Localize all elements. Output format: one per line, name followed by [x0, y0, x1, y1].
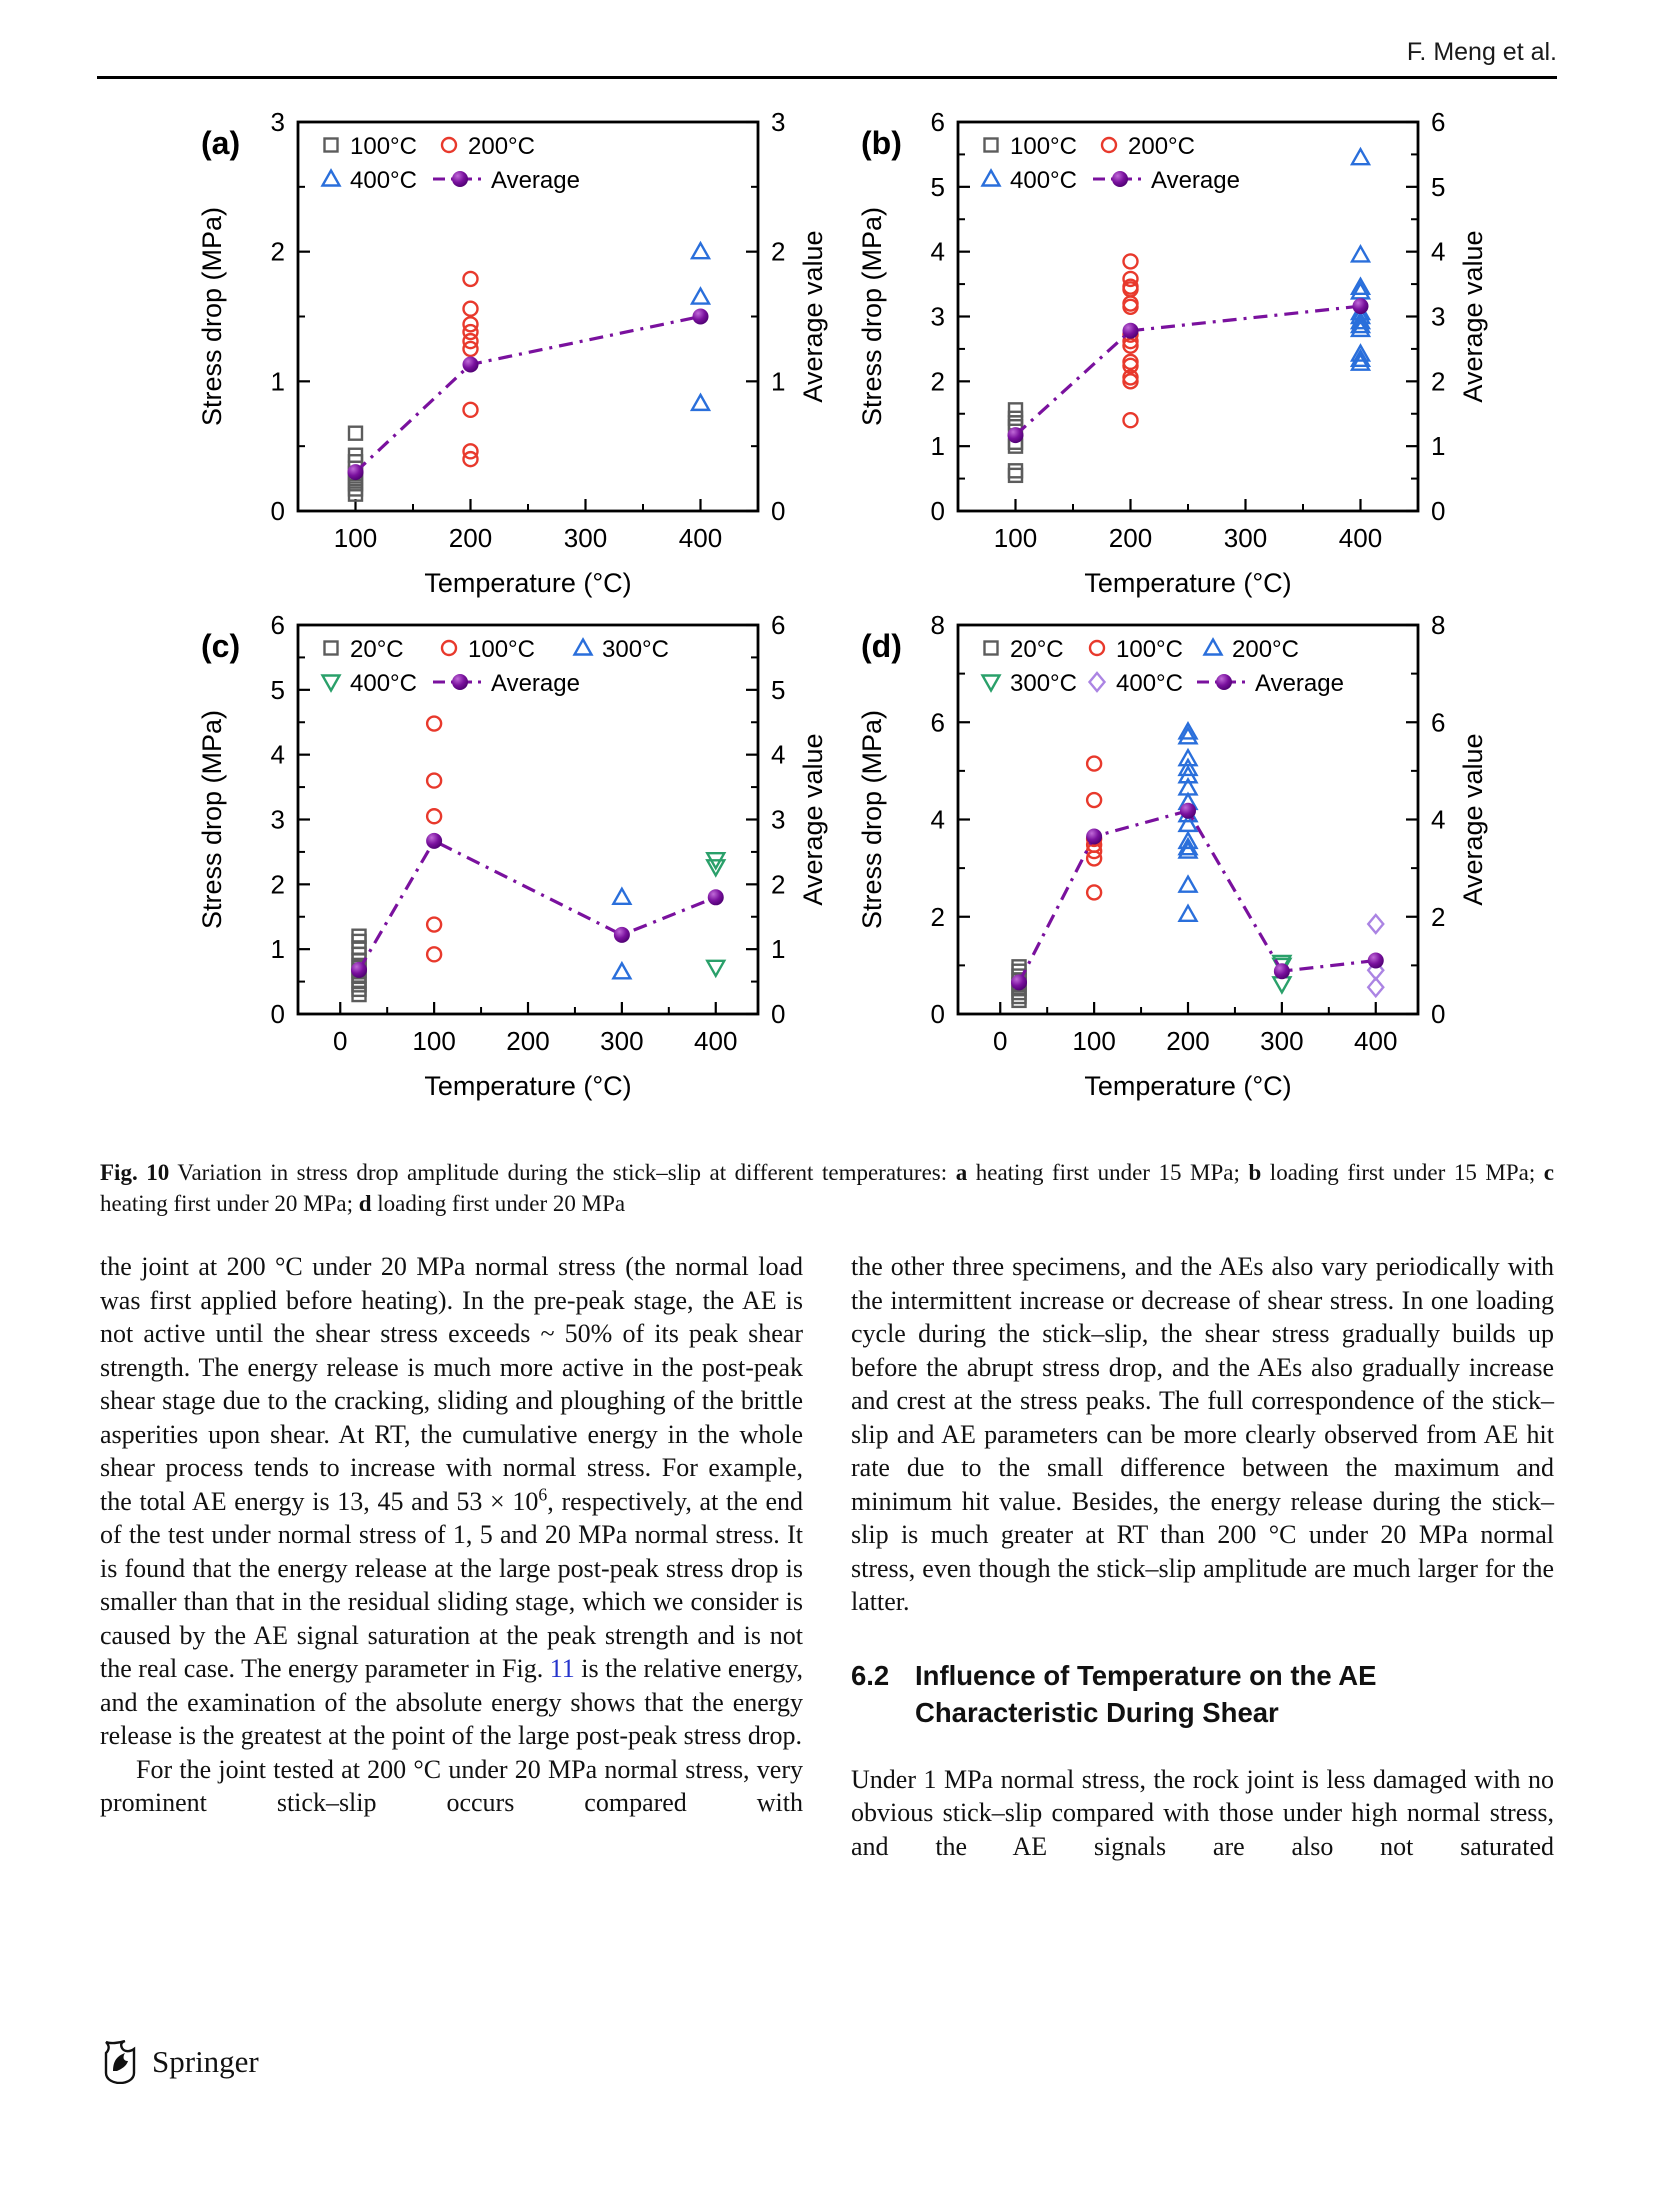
svg-text:4: 4	[771, 739, 786, 770]
section-heading	[851, 1657, 1554, 1731]
series-400°C	[1352, 149, 1369, 370]
svg-text:300°C: 300°C	[1010, 670, 1077, 697]
svg-text:200: 200	[1108, 523, 1153, 553]
text-segment: loading first under 20 MPa	[371, 1191, 626, 1216]
svg-text:200°C: 200°C	[1128, 133, 1195, 160]
series-average	[1008, 298, 1369, 443]
svg-text:100: 100	[993, 523, 1038, 553]
svg-text:400: 400	[1354, 1026, 1398, 1056]
svg-text:4: 4	[930, 236, 945, 267]
text-segment: Under 1 MPa normal stress, the rock joint is less damaged with no obvious stick–slip compared with those under high normal stress, and the AE signals are also not saturated	[851, 1764, 1554, 1861]
svg-text:5: 5	[1431, 171, 1446, 202]
svg-text:6: 6	[1431, 707, 1446, 738]
svg-text:1: 1	[1431, 431, 1446, 462]
svg-text:2: 2	[1431, 366, 1446, 397]
text-segment: heating first under 15 MPa;	[967, 1160, 1249, 1185]
svg-text:200°C: 200°C	[1232, 636, 1299, 663]
svg-text:400: 400	[1338, 523, 1383, 553]
svg-text:Average: Average	[491, 670, 580, 697]
svg-text:300: 300	[563, 523, 608, 553]
svg-text:6: 6	[771, 610, 786, 640]
svg-text:200: 200	[506, 1026, 550, 1056]
svg-text:0: 0	[771, 999, 786, 1029]
left-column-paragraphs	[100, 1250, 803, 1820]
svg-text:5: 5	[771, 674, 786, 705]
text-segment: the joint at 200 °C under 20 MPa normal stress (the normal load was first applied before heating). In the pre-peak stage, the AE is not active until the shear stress exceeds ~ 50% of its peak shear strength. The energy release is much more active in the post-peak shear stage due to the cracking, sliding and ploughing of the brittle asperities upon shear. At RT, the cumulative energy in the whole shear process tends to increase with normal stress. For example, the total AE energy is 13, 45 and 53 × 10	[100, 1252, 803, 1516]
chart-panel-a	[193, 106, 853, 603]
page-header	[97, 38, 1557, 79]
svg-text:400°C: 400°C	[1010, 167, 1077, 194]
svg-text:3: 3	[771, 107, 786, 137]
chart-(d)	[853, 609, 1513, 1106]
panel-label: (c)	[201, 628, 241, 664]
series-average	[348, 309, 709, 481]
series-100°C	[349, 427, 362, 501]
paragraph	[100, 1753, 803, 1820]
series-200°C	[1124, 254, 1138, 427]
svg-text:6: 6	[930, 107, 945, 137]
text-segment: heating first under 20 MPa;	[100, 1191, 359, 1216]
svg-text:400°C: 400°C	[350, 167, 417, 194]
series-400°C	[707, 853, 724, 976]
svg-text:5: 5	[270, 674, 285, 705]
svg-text:6: 6	[1431, 107, 1446, 137]
right-axis-label: Average value	[798, 733, 828, 906]
text-segment: 6	[538, 1483, 548, 1504]
svg-text:300: 300	[1223, 523, 1268, 553]
paragraph	[851, 1250, 1554, 1619]
svg-text:3: 3	[1431, 301, 1446, 332]
svg-text:5: 5	[930, 171, 945, 202]
figure-10	[193, 106, 1515, 1106]
chart-(a)	[193, 106, 853, 603]
svg-text:1: 1	[771, 934, 786, 965]
svg-text:4: 4	[930, 804, 945, 835]
svg-text:2: 2	[1431, 901, 1446, 932]
bold-text: Fig. 10	[100, 1160, 170, 1185]
svg-text:4: 4	[1431, 236, 1446, 267]
running-author: F. Meng et al.	[1406, 38, 1557, 66]
svg-text:100°C: 100°C	[1010, 133, 1077, 160]
svg-text:0: 0	[771, 496, 786, 526]
svg-text:200: 200	[1166, 1026, 1210, 1056]
svg-text:0: 0	[993, 1026, 1008, 1056]
svg-text:0: 0	[333, 1026, 348, 1056]
text-segment: For the joint tested at 200 °C under 20 MPa normal stress, very prominent stick–slip occurs compared with	[100, 1754, 803, 1817]
right-axis-label: Average value	[1458, 230, 1488, 403]
series-200°C	[1180, 723, 1197, 920]
svg-text:4: 4	[1431, 804, 1446, 835]
svg-text:0: 0	[270, 999, 285, 1029]
svg-text:0: 0	[930, 496, 945, 526]
bold-text: d	[358, 1191, 372, 1216]
text-segment: loading first under 15 MPa;	[1261, 1160, 1544, 1185]
svg-text:300: 300	[1260, 1026, 1304, 1056]
svg-text:0: 0	[930, 999, 945, 1029]
x-axis-label: Temperature (°C)	[1084, 568, 1292, 598]
bold-text: c	[1543, 1160, 1555, 1185]
springer-logo	[100, 2040, 140, 2084]
svg-text:0: 0	[270, 496, 285, 526]
y-axis-label: Stress drop (MPa)	[197, 709, 227, 930]
svg-text:400°C: 400°C	[1116, 670, 1183, 697]
right-column-paragraphs-2	[851, 1763, 1554, 1864]
svg-text:400°C: 400°C	[350, 670, 417, 697]
svg-text:3: 3	[930, 301, 945, 332]
panel-label: (a)	[201, 125, 241, 161]
svg-text:2: 2	[270, 869, 285, 900]
svg-text:8: 8	[1431, 610, 1446, 640]
section-number: 6.2	[851, 1659, 890, 1691]
x-axis-label: Temperature (°C)	[1084, 1071, 1292, 1101]
x-axis-label: Temperature (°C)	[424, 568, 632, 598]
header-rule	[97, 76, 1557, 79]
right-column-paragraphs-1	[851, 1250, 1554, 1619]
svg-text:Average: Average	[491, 167, 580, 194]
panel-label: (b)	[861, 125, 902, 161]
bold-text: b	[1248, 1160, 1262, 1185]
svg-text:200°C: 200°C	[468, 133, 535, 160]
svg-text:6: 6	[930, 707, 945, 738]
panel-label: (d)	[861, 628, 902, 664]
svg-text:4: 4	[270, 739, 285, 770]
legend	[983, 636, 1344, 697]
text-segment: is the relative energy, and the examination of the absolute energy shows that the energy release is the greatest at the point of the large post-peak stress drop.	[100, 1654, 803, 1750]
svg-text:3: 3	[270, 107, 285, 137]
svg-text:200: 200	[448, 523, 493, 553]
svg-text:1: 1	[771, 366, 786, 397]
svg-text:2: 2	[930, 366, 945, 397]
paragraph	[851, 1763, 1554, 1864]
svg-text:Average: Average	[1255, 670, 1344, 697]
svg-text:1: 1	[270, 366, 285, 397]
y-axis-label: Stress drop (MPa)	[857, 206, 887, 427]
svg-text:Average: Average	[1151, 167, 1240, 194]
text-segment: Variation in stress drop amplitude during the stick–slip at different temperatures:	[169, 1160, 956, 1185]
svg-text:2: 2	[771, 236, 786, 267]
svg-text:1: 1	[270, 934, 285, 965]
svg-text:100: 100	[1072, 1026, 1116, 1056]
publisher-name: Springer	[152, 2044, 259, 2079]
text-segment: the other three specimens, and the AEs also vary periodically with the intermittent increase or decrease of shear stress. In one loading cycle during the stick–slip, the shear stress gradually builds up before the abrupt stress drop, and the AEs also gradually increase and crest at the stress peaks. The full correspondence of the stick–slip and AE parameters can be more clearly observed from AE hit rate due to the small difference between the maximum and minimum hit value. Besides, the energy release during the stick–slip is much greater at RT than 200 °C under 20 MPa normal stress, even though the stick–slip amplitude are much larger for the latter.	[851, 1252, 1554, 1616]
right-axis-label: Average value	[798, 230, 828, 403]
chart-(c)	[193, 609, 853, 1106]
svg-text:3: 3	[771, 804, 786, 835]
series-average	[351, 833, 724, 978]
page-footer	[100, 2040, 259, 2084]
svg-text:8: 8	[930, 610, 945, 640]
section-title: Influence of Temperature on the AE Characteristic During Shear	[915, 1659, 1377, 1728]
svg-text:0: 0	[1431, 999, 1446, 1029]
chart-(b)	[853, 106, 1513, 603]
paragraph	[100, 1250, 803, 1753]
y-axis-label: Stress drop (MPa)	[197, 206, 227, 427]
svg-text:400: 400	[678, 523, 723, 553]
svg-text:400: 400	[694, 1026, 738, 1056]
body-text	[100, 1250, 1554, 1863]
chart-panel-d	[853, 609, 1513, 1106]
svg-text:300: 300	[600, 1026, 644, 1056]
svg-text:100°C: 100°C	[1116, 636, 1183, 663]
bold-text: a	[955, 1160, 968, 1185]
svg-text:0: 0	[1431, 496, 1446, 526]
legend	[323, 133, 580, 194]
legend	[323, 636, 669, 697]
chart-panel-b	[853, 106, 1513, 603]
svg-text:100°C: 100°C	[350, 133, 417, 160]
svg-text:100: 100	[412, 1026, 456, 1056]
svg-text:3: 3	[270, 804, 285, 835]
fig-11-link[interactable]: 11	[549, 1654, 575, 1683]
svg-text:20°C: 20°C	[350, 636, 404, 663]
svg-text:20°C: 20°C	[1010, 636, 1064, 663]
y-axis-label: Stress drop (MPa)	[857, 709, 887, 930]
series-400°C	[692, 243, 709, 410]
svg-text:100: 100	[333, 523, 378, 553]
series-100°C	[1087, 757, 1101, 900]
svg-text:6: 6	[270, 610, 285, 640]
left-column	[100, 1250, 803, 1863]
text-segment: , respectively, at the end of the test under normal stress of 1, 5 and 20 MPa normal stress. It is found that the energy release at the large post-peak stress drop is smaller than that in the residual sliding stage, which we consider is caused by the AE signal saturation at the peak strength and is not the real case. The energy parameter in Fig.	[100, 1486, 803, 1683]
chart-grid	[193, 106, 1515, 1106]
svg-text:300°C: 300°C	[602, 636, 669, 663]
svg-text:2: 2	[270, 236, 285, 267]
svg-text:1: 1	[930, 431, 945, 462]
svg-text:100°C: 100°C	[468, 636, 535, 663]
figure-caption	[100, 1157, 1554, 1219]
svg-text:2: 2	[771, 869, 786, 900]
chart-panel-c	[193, 609, 853, 1106]
legend	[983, 133, 1240, 194]
right-column	[851, 1250, 1554, 1863]
x-axis-label: Temperature (°C)	[424, 1071, 632, 1101]
svg-text:2: 2	[930, 901, 945, 932]
right-axis-label: Average value	[1458, 733, 1488, 906]
